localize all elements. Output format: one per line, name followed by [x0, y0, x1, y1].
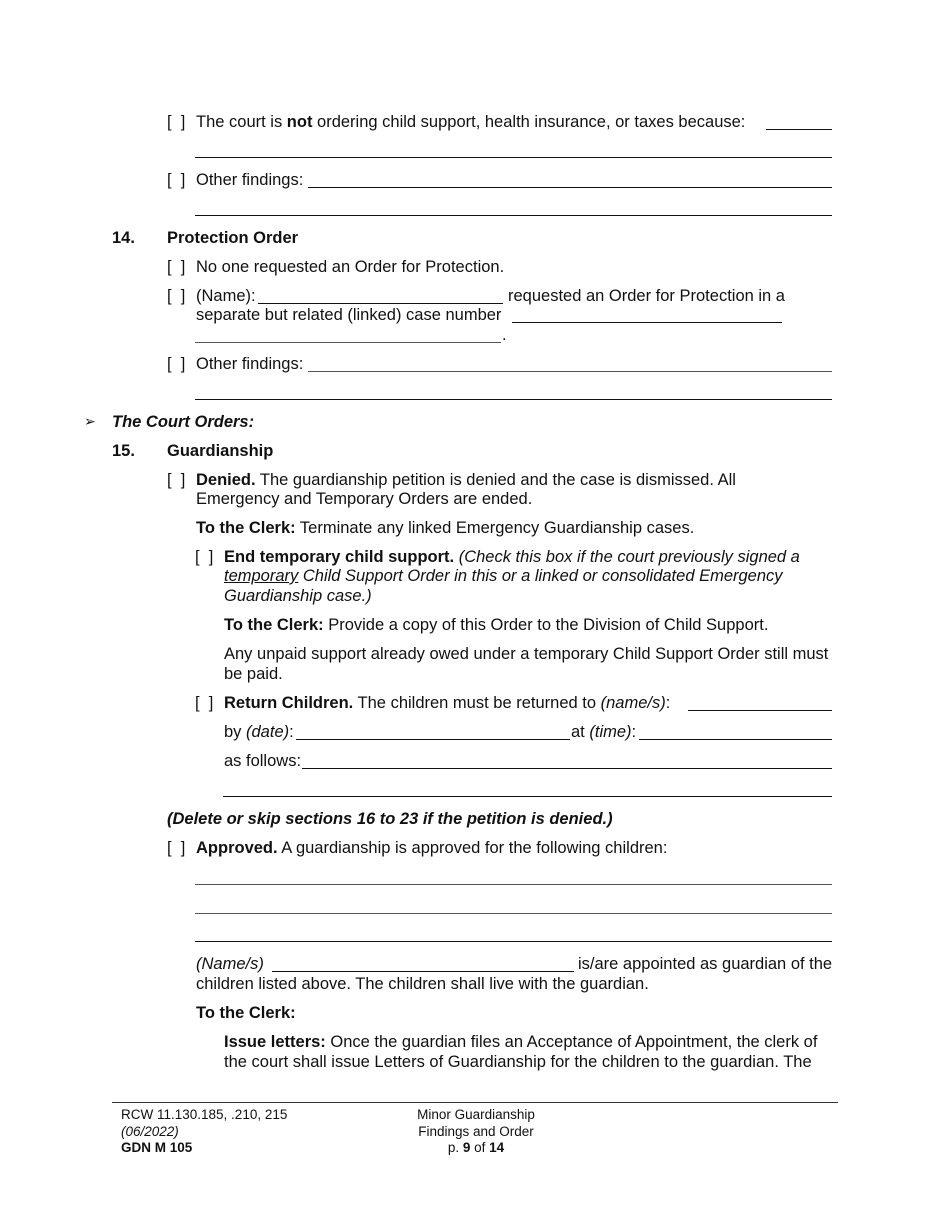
return-name-blank[interactable] — [688, 710, 832, 711]
as-follows-label: as follows: — [224, 752, 302, 770]
guardian-name-blank[interactable] — [272, 971, 574, 972]
footer-title-1: Minor Guardianship — [417, 1107, 535, 1122]
return-date-text — [224, 723, 294, 742]
protection-name-label: (Name): — [196, 287, 256, 305]
return-text: The children must be returned to — [353, 694, 601, 712]
court-orders-heading: The Court Orders: — [112, 413, 255, 431]
clerk-2-text: Provide a copy of this Order to the Division of Child Support. — [323, 616, 769, 634]
time-ital: (time) — [589, 723, 632, 741]
not-ordering-blank-2[interactable] — [195, 157, 832, 158]
protection-case-text: separate but related (linked) case number — [196, 306, 502, 324]
section-15-number: 15. — [112, 442, 135, 460]
clerk-3-heading: To the Clerk: — [196, 1004, 296, 1022]
unpaid-line-2: be paid. — [224, 665, 283, 683]
not-ordering-bold: not — [286, 113, 313, 131]
appointed-text-1: is/are appointed as guardian of the — [578, 955, 833, 973]
protection-case-number-blank[interactable] — [512, 322, 782, 323]
appointed-text-2: children listed above. The children shall live with the guardian. — [196, 975, 649, 993]
return-bold: Return Children. — [224, 694, 354, 712]
approved-rest: A guardianship is approved for the following children: — [277, 839, 668, 857]
not-ordering-pre: The court is — [196, 113, 287, 131]
protection-period: . — [502, 326, 507, 344]
footer-divider — [112, 1102, 838, 1103]
return-time-blank[interactable] — [639, 739, 832, 740]
other-findings-2-blank[interactable] — [308, 371, 832, 372]
approved-children-blank-3[interactable] — [195, 941, 832, 942]
clerk-2-bold: To the Clerk: — [224, 616, 324, 634]
date-ital: (date) — [246, 723, 290, 741]
not-ordering-text — [196, 113, 745, 132]
clerk-1-bold: To the Clerk: — [196, 519, 296, 537]
denied-text-2: Emergency and Temporary Orders are ended. — [196, 490, 533, 508]
end-support-ital-2: Child Support Order in this or a linked or consolidated Emergency — [298, 567, 783, 585]
clerk-provide-copy — [224, 616, 768, 635]
not-ordering-post: ordering child support, health insurance, or taxes because: — [312, 113, 746, 131]
return-name-ital: (name/s) — [600, 694, 666, 712]
arrow-bullet-icon: ➢ — [84, 413, 96, 429]
other-findings-2-blank-2[interactable] — [195, 399, 832, 400]
end-support-ital-1: (Check this box if the court previously signed a — [454, 548, 800, 566]
section-14-number: 14. — [112, 229, 135, 247]
not-ordering-blank[interactable] — [766, 129, 832, 130]
approved-text — [196, 839, 667, 858]
footer-center — [400, 1107, 552, 1157]
approved-bold: Approved. — [196, 839, 278, 857]
other-findings-2-label: Other findings: — [196, 355, 304, 373]
footer-page-total: 14 — [489, 1140, 505, 1155]
approved-children-blank-1[interactable] — [195, 884, 832, 885]
checkbox-denied[interactable]: [ ] — [167, 471, 186, 489]
footer-page-mid: of — [470, 1140, 490, 1155]
at-label: at — [571, 723, 590, 741]
as-follows-blank[interactable] — [302, 768, 832, 769]
letters-bold: Issue letters: — [224, 1033, 326, 1051]
delete-note: (Delete or skip sections 16 to 23 if the petition is denied.) — [167, 810, 613, 828]
checkbox-end-support[interactable]: [ ] — [195, 548, 214, 566]
time-colon: : — [631, 723, 637, 741]
as-follows-blank-2[interactable] — [223, 796, 832, 797]
end-support-bold: End temporary child support. — [224, 548, 455, 566]
end-support-line-2 — [224, 567, 783, 586]
clerk-1-text: Terminate any linked Emergency Guardianship cases. — [295, 519, 695, 537]
denied-line-1 — [196, 471, 736, 490]
other-findings-1-label: Other findings: — [196, 171, 304, 189]
checkbox-other-findings-2[interactable]: [ ] — [167, 355, 186, 373]
denied-text-1: The guardianship petition is denied and the case is dismissed. All — [255, 471, 736, 489]
return-children-text — [224, 694, 670, 713]
no-protection-text: No one requested an Order for Protection. — [196, 258, 505, 276]
approved-children-blank-2[interactable] — [195, 913, 832, 914]
section-15-title: Guardianship — [167, 442, 274, 460]
footer-page-num: 9 — [462, 1140, 471, 1155]
date-colon: : — [289, 723, 294, 741]
return-date-blank[interactable] — [296, 739, 570, 740]
checkbox-approved[interactable]: [ ] — [167, 839, 186, 857]
checkbox-requested-protection[interactable]: [ ] — [167, 287, 186, 305]
unpaid-line-1: Any unpaid support already owed under a temporary Child Support Order still must — [224, 645, 829, 663]
footer-left — [121, 1107, 287, 1157]
denied-bold: Denied. — [196, 471, 256, 489]
issue-letters-line-2: the court shall issue Letters of Guardianship for the children to the guardian. The — [224, 1053, 812, 1071]
checkbox-no-protection[interactable]: [ ] — [167, 258, 186, 276]
end-support-line-3: Guardianship case.) — [224, 587, 372, 605]
by-label: by — [224, 723, 247, 741]
letters-text-1: Once the guardian files an Acceptance of Appointment, the clerk of — [325, 1033, 818, 1051]
footer-page — [400, 1140, 552, 1157]
clerk-terminate — [196, 519, 694, 538]
footer-date: (06/2022) — [121, 1123, 179, 1139]
section-14-title: Protection Order — [167, 229, 299, 247]
protection-case-number-blank-2[interactable] — [195, 342, 501, 343]
footer-page-pre: p. — [447, 1140, 463, 1155]
footer-title-2: Findings and Order — [418, 1123, 534, 1139]
checkbox-other-findings-1[interactable]: [ ] — [167, 171, 186, 189]
return-colon: : — [665, 694, 671, 712]
names-ital: (Name/s) — [196, 955, 264, 973]
other-findings-1-blank[interactable] — [308, 187, 832, 188]
issue-letters-line-1 — [224, 1033, 817, 1052]
return-time-text — [571, 723, 636, 742]
other-findings-1-blank-2[interactable] — [195, 215, 832, 216]
checkbox-return-children[interactable]: [ ] — [195, 694, 214, 712]
footer-form: GDN M 105 — [121, 1140, 193, 1155]
protection-requested-text: requested an Order for Protection in a — [508, 287, 785, 305]
checkbox-not-ordering[interactable]: [ ] — [167, 113, 186, 131]
end-support-line-1 — [224, 548, 800, 567]
end-support-underlined: temporary — [224, 567, 299, 585]
footer-rcw: RCW 11.130.185, .210, 215 — [121, 1107, 288, 1122]
protection-name-blank[interactable] — [258, 303, 503, 304]
